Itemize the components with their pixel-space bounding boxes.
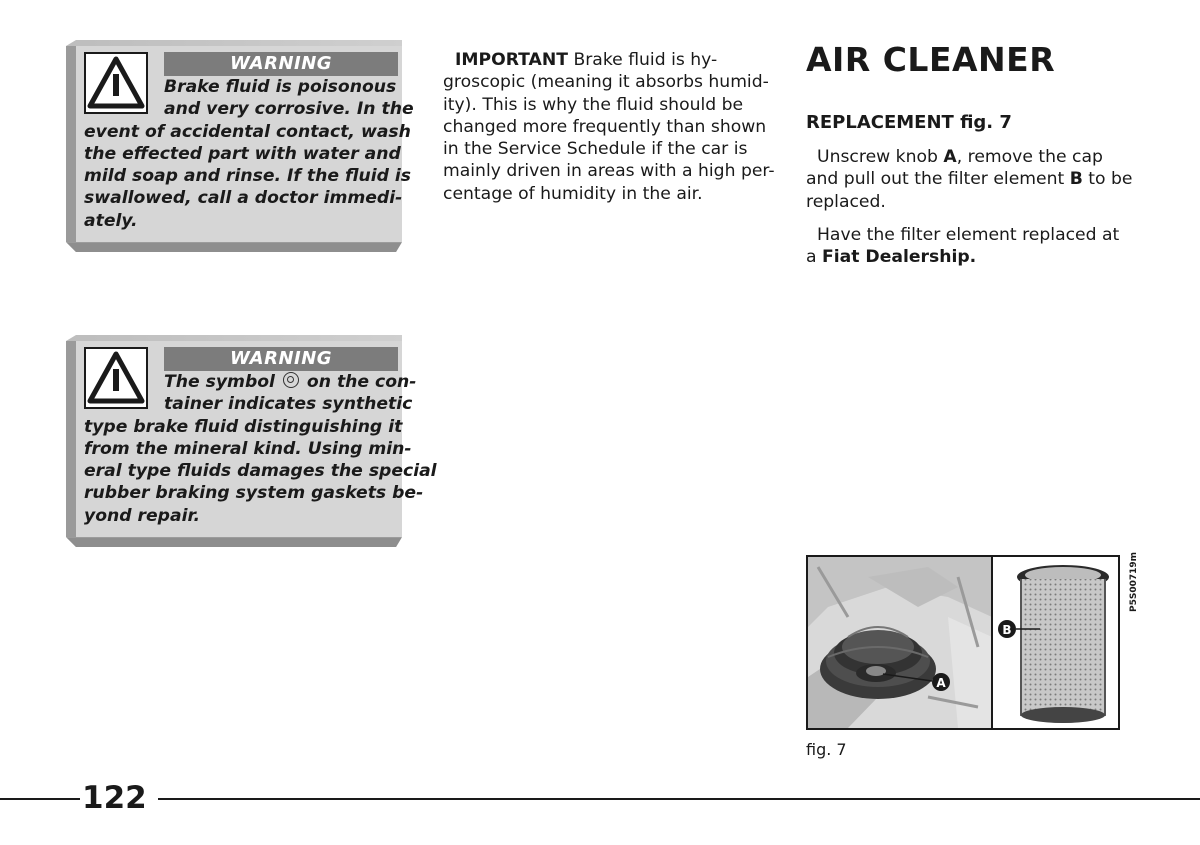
section-subtitle: REPLACEMENT fig. 7: [806, 112, 1012, 133]
callout-b-label: B: [1002, 623, 1012, 637]
warning-text: The symbol on the con- tainer indicates synthetic type brake fluid distinguishing it from the mineral kind. Using min- eral type fluids damages the special rubber braking system gaskets be- yond repair.: [84, 372, 437, 526]
warning-text: Brake fluid is poisonous and very corrosive. In the event of accidental contact, wash the effected part with water and mild soap and rinse. If the fluid is swallowed, call a doctor immedi- ately.: [84, 77, 414, 231]
warning-title: WARNING: [164, 347, 398, 371]
important-label: IMPORTANT: [455, 50, 568, 70]
synthetic-fluid-symbol-icon: [283, 372, 299, 388]
page-number: 122: [82, 780, 147, 816]
section-title: AIR CLEANER: [806, 40, 1056, 79]
important-note: IMPORTANT Brake fluid is hy- groscopic (meaning it absorbs humid- ity). This is why the fluid should be changed more frequently than shown in the Service Schedule if the car is mainly driven in areas with a high per- centage of humidity in the air.: [443, 50, 775, 204]
footer-rule-right: [158, 798, 1200, 800]
callout-a-label: A: [936, 676, 946, 690]
warning-triangle-icon: [84, 52, 148, 114]
warning-triangle-icon: [84, 347, 148, 409]
warning-box-poison: [66, 46, 414, 242]
figure-caption: fig. 7: [806, 740, 847, 759]
figure-code: P5S00719m: [1129, 551, 1139, 612]
warning-box-synthetic-fluid: [66, 341, 437, 537]
figure-air-cleaner: [806, 555, 1120, 730]
instruction-paragraph: Unscrew knob A, remove the cap and pull out the filter element B to be replaced.: [806, 147, 1133, 212]
dealership-paragraph: Have the filter element replaced at a Fiat Dealership.: [806, 225, 1120, 268]
warning-title: WARNING: [164, 52, 398, 76]
footer-rule-left: [0, 798, 80, 800]
